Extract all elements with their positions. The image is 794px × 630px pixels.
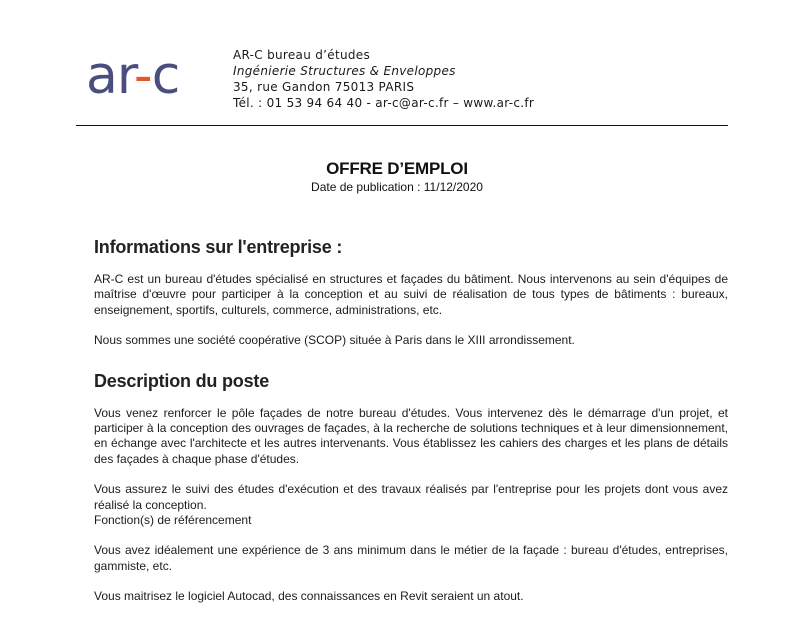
job-paragraph-1: Vous venez renforcer le pôle façades de notre bureau d'études. Vous intervenez dès le démarrage d'un projet, et participer à la conception des ouvrages de façades, à la recherche de solutions techniques et à leur dimensionnement, en échange avec l'architecte et les autres intervenants. Vous établissez les cahiers des charges et les plans de détails des façades à chaque phase d'études.	[94, 405, 728, 466]
company-section-heading: Informations sur l'entreprise :	[94, 237, 343, 257]
job-section-heading: Description du poste	[94, 370, 270, 391]
company-contact: Tél. : 01 53 94 64 40 - ar-c@ar-c.fr – www.ar-c.fr	[233, 96, 535, 110]
logo-c: c	[151, 50, 180, 102]
company-paragraph-2: Nous sommes une société coopérative (SCOP) située à Paris dans le XIII arrondissement.	[94, 333, 575, 348]
header-divider	[76, 125, 728, 126]
publication-date: Date de publication : 11/12/2020	[311, 180, 483, 194]
company-info	[233, 47, 534, 111]
job-paragraph-3: Vous avez idéalement une expérience de 3 ans minimum dans le métier de la façade : bureau d'études, entreprises, gammiste, etc.	[94, 543, 728, 573]
company-name: AR-C bureau d’études	[233, 48, 371, 62]
job-paragraph-4: Vous maitrisez le logiciel Autocad, des connaissances en Revit seraient un atout.	[94, 589, 524, 604]
logo-ar: ar	[86, 50, 134, 102]
logo-text	[86, 50, 179, 102]
company-tagline: Ingénierie Structures & Enveloppes	[233, 64, 456, 78]
document-body	[94, 237, 728, 605]
company-paragraph-1: AR-C est un bureau d'études spécialisé en structures et façades du bâtiment. Nous intervenons au sein d'équipes de maîtrise d'œuvre pour participer à la conception et au suivi de réalisation de tous types de bâtiments : bureaux, enseignement, sportifs, culturels, commerce, administrations, etc.	[94, 272, 728, 317]
document-title: OFFRE D’EMPLOI	[326, 159, 468, 178]
logo-dash: -	[133, 50, 152, 102]
job-paragraph-2b: Fonction(s) de référencement	[94, 513, 252, 528]
company-address: 35, rue Gandon 75013 PARIS	[233, 80, 415, 94]
arc-logo	[86, 50, 216, 102]
job-paragraph-2: Vous assurez le suivi des études d'exécution et des travaux réalisés par l'entreprise pour les projets dont vous avez réalisé la conception.	[94, 482, 728, 512]
